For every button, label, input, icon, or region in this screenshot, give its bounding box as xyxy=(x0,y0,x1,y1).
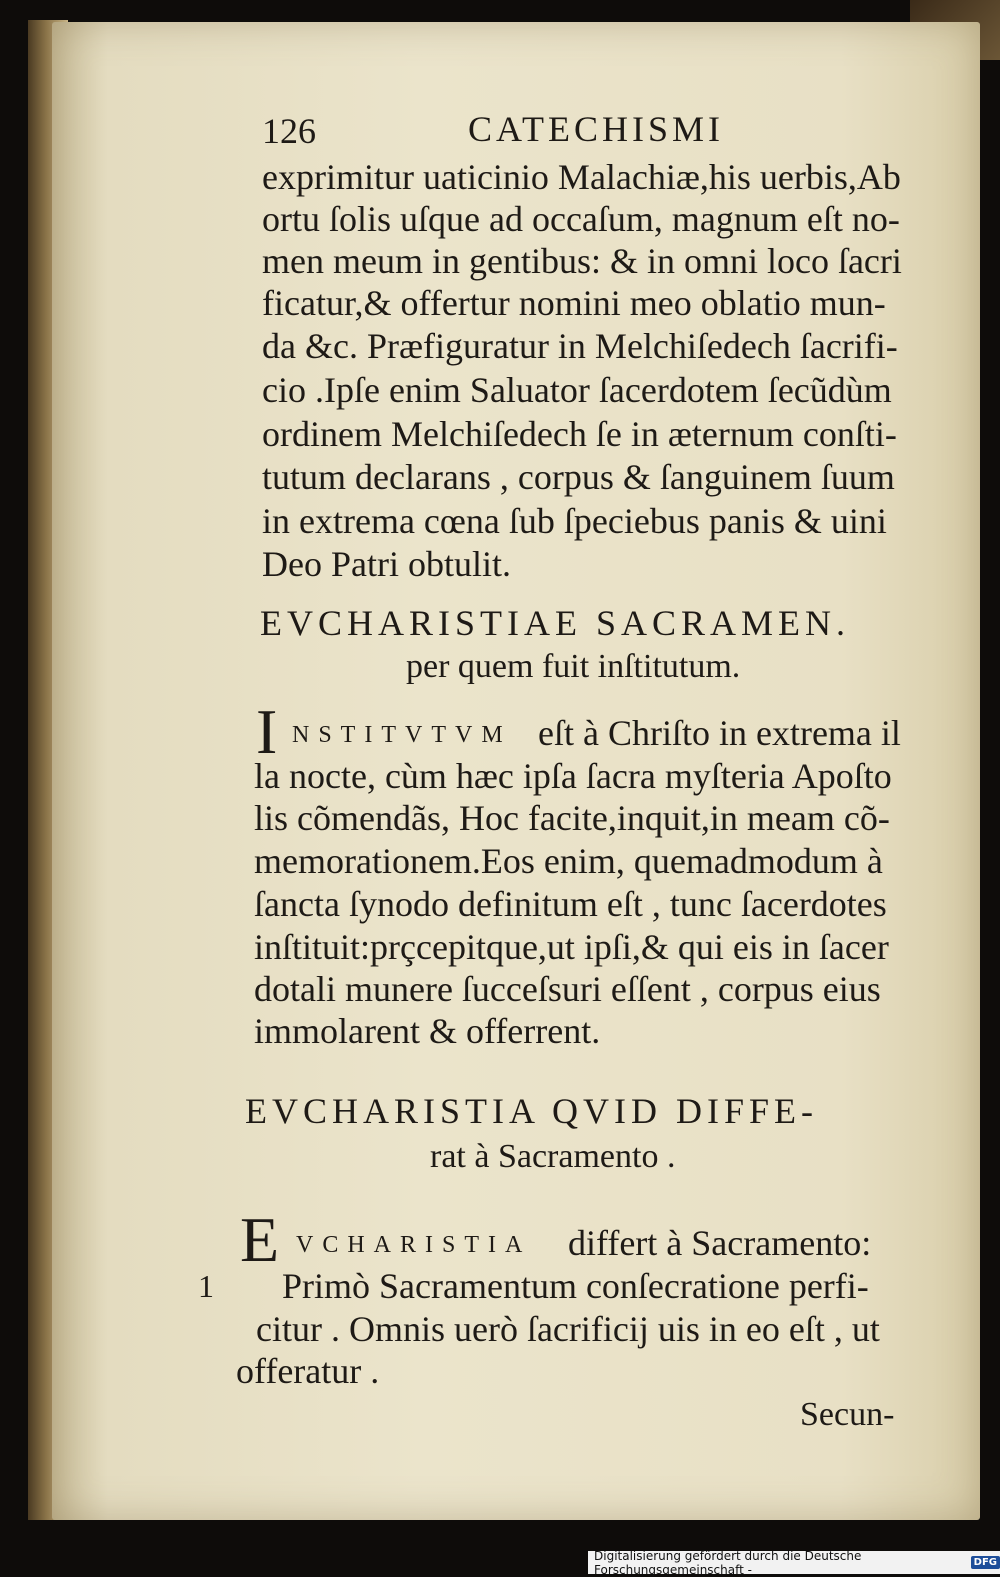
smallcaps-word: NSTITVTVM xyxy=(292,722,512,748)
paragraph1-line: ortu ſolis uſque ad occaſum, magnum eſt no- xyxy=(262,199,900,239)
paragraph2-line: ſancta ſynodo definitum eſt , tunc ſacerdotes xyxy=(254,884,887,924)
paragraph3-line: differt à Sacramento: xyxy=(568,1223,872,1263)
paragraph1-line: cio .Ipſe enim Saluator ſacerdotem ſecũdùm xyxy=(262,370,892,410)
paragraph2-line: memorationem.Eos enim, quemadmodum à xyxy=(254,841,883,881)
paragraph1-line: in extrema cœna ſub ſpeciebus panis & uini xyxy=(262,501,887,541)
paragraph2-line: lis cõmendãs, Hoc facite,inquit,in meam cõ- xyxy=(254,798,890,838)
paragraph2-line: eſt à Chriſto in extrema il xyxy=(538,713,901,753)
paragraph3-line: offeratur . xyxy=(236,1351,380,1391)
paragraph1-line: exprimitur uaticinio Malachiæ,his uerbis,Ab xyxy=(262,157,901,197)
smallcaps-word: VCHARISTIA xyxy=(296,1232,532,1258)
paragraph2-line: inſtituit:prçcepitque,ut ipſi,& qui eis in ſacer xyxy=(254,927,889,967)
drop-cap: E xyxy=(240,1204,280,1275)
drop-cap: I xyxy=(256,696,278,767)
paragraph2-line: dotali munere ſucceſsuri eſſent , corpus eius xyxy=(254,969,881,1009)
paragraph1-line: tutum declarans , corpus & ſanguinem ſuum xyxy=(262,457,895,497)
catchword: Secun- xyxy=(800,1396,895,1433)
paragraph2-line: la nocte, cùm hæc ipſa ſacra myſteria Apoſto xyxy=(254,756,892,796)
paragraph2-line: immolarent & offerrent. xyxy=(254,1011,601,1051)
paragraph3-line: citur . Omnis uerò ſacrificij uis in eo eſt , ut xyxy=(256,1309,880,1349)
section-subheading: rat à Sacramento . xyxy=(430,1138,676,1175)
paragraph1-line: men meum in gentibus: & in omni loco ſacri xyxy=(262,241,902,281)
paragraph1-line: ordinem Melchiſedech ſe in æternum conſti- xyxy=(262,414,897,454)
paragraph1-line: ficatur,& offertur nomini meo oblatio mun- xyxy=(262,283,886,323)
running-title: CATECHISMI xyxy=(468,109,725,149)
credit-text: Digitalisierung gefördert durch die Deutsche Forschungsgemeinschaft - xyxy=(594,1548,862,1577)
paragraph3-line: Primò Sacramentum conſecratione perfi- xyxy=(282,1266,869,1306)
section-heading: EVCHARISTIA QVID DIFFE- xyxy=(245,1091,818,1131)
section-subheading: per quem fuit inſtitutum. xyxy=(406,648,741,685)
section-heading: EVCHARISTIAE SACRAMEN. xyxy=(260,603,851,643)
paragraph1-line: da &c. Præfiguratur in Melchiſedech ſacrifi- xyxy=(262,326,898,366)
digitization-credit xyxy=(588,1548,1000,1577)
paragraph1-line: Deo Patri obtulit. xyxy=(262,544,511,584)
page-number: 126 xyxy=(262,111,316,151)
margin-number: 1 xyxy=(198,1268,214,1304)
dfg-logo: DFG xyxy=(971,1556,1000,1569)
